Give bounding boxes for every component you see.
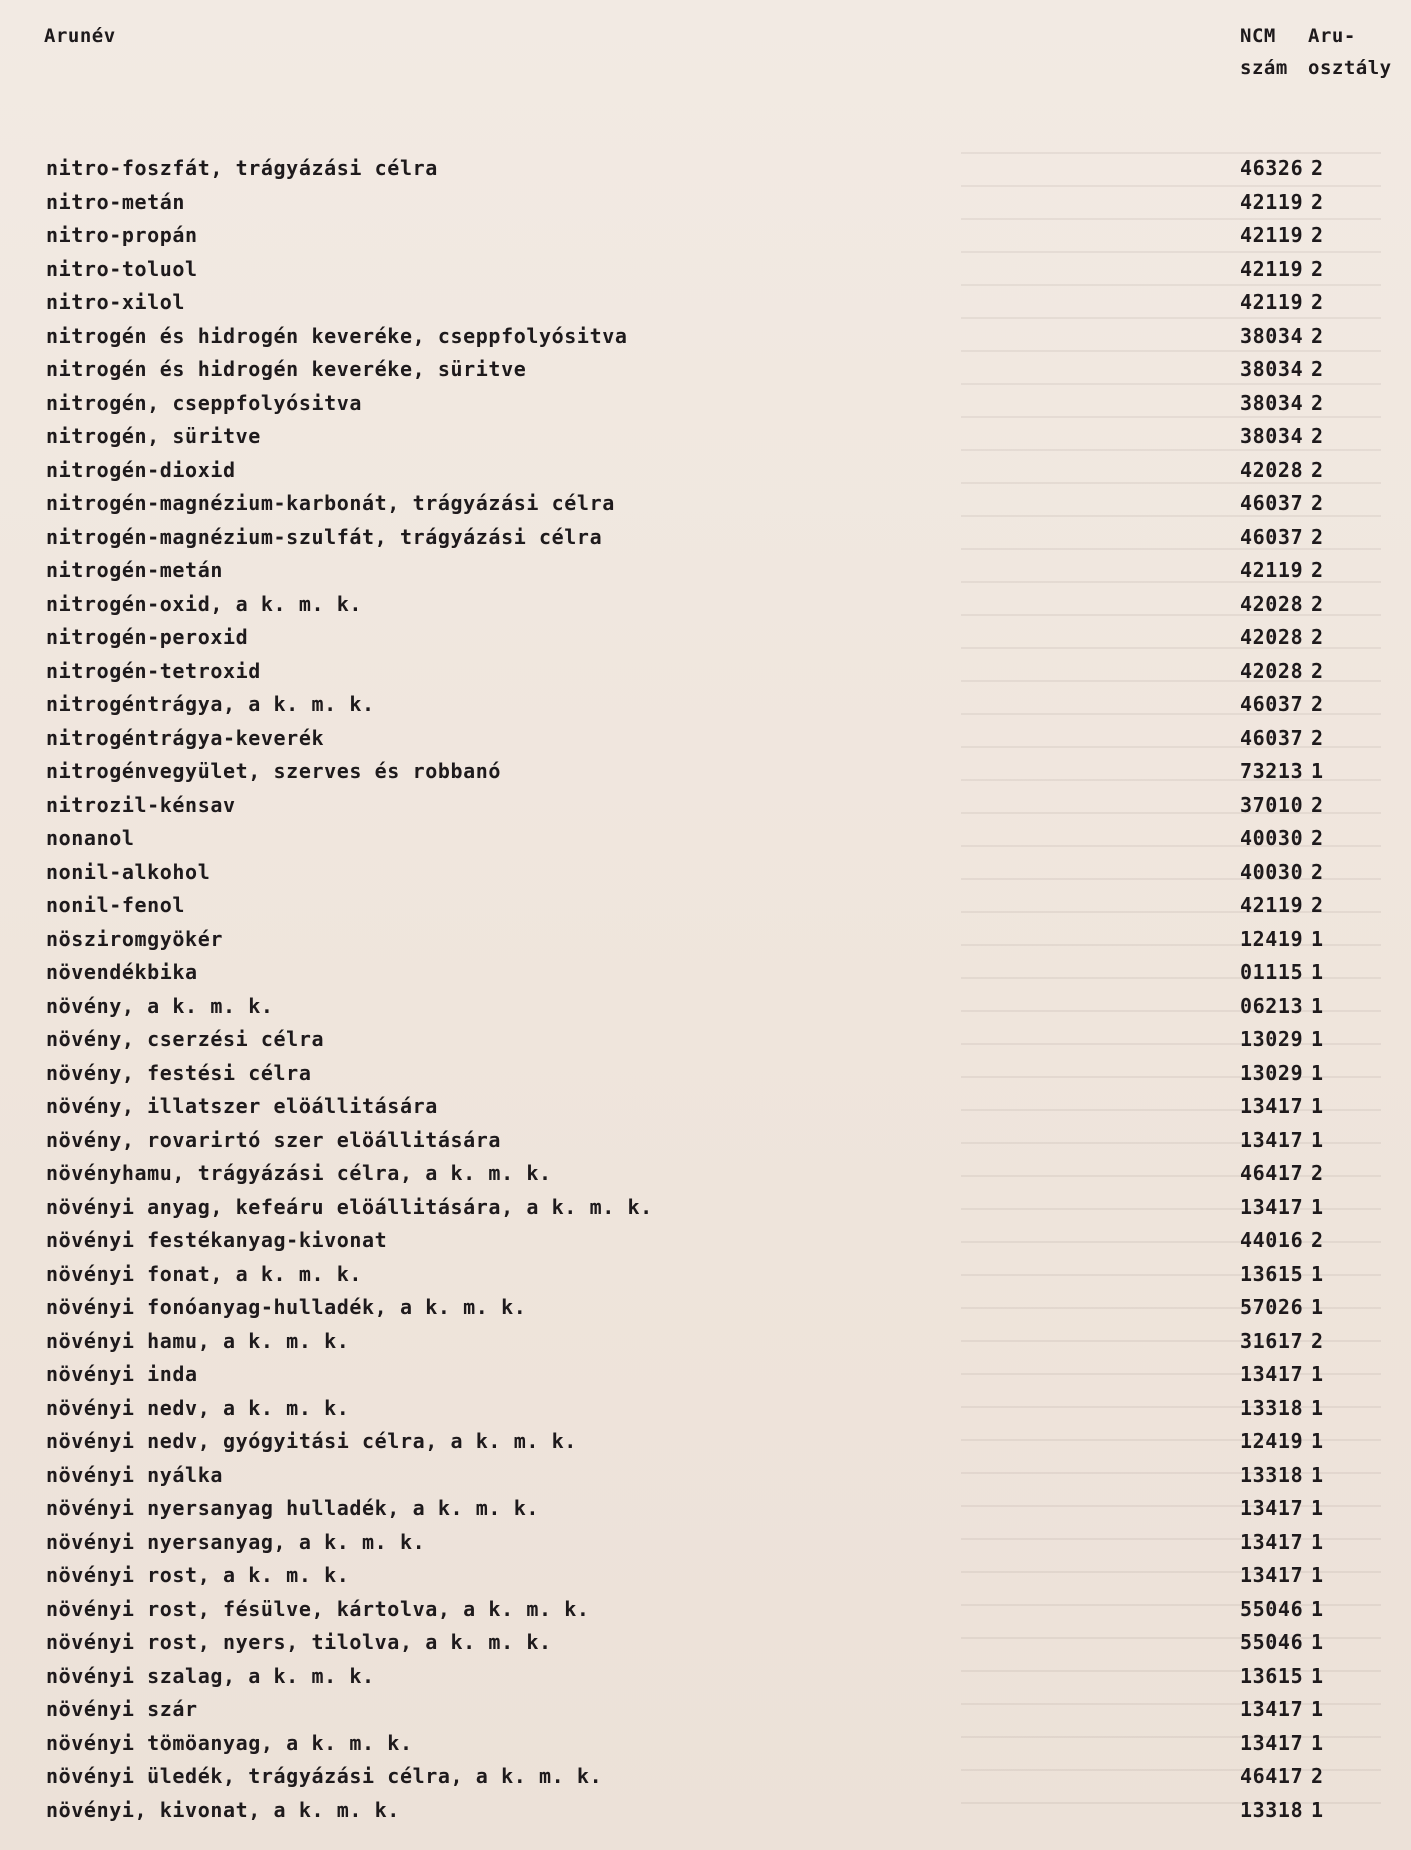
item-class: 1 bbox=[1311, 1462, 1324, 1487]
item-class: 1 bbox=[1311, 1027, 1324, 1051]
item-name: növényi szalag, a k. m. k. bbox=[46, 1663, 375, 1688]
item-name: nitro-xilol bbox=[46, 290, 186, 314]
item-class: 1 bbox=[1311, 1496, 1324, 1520]
item-class: 2 bbox=[1311, 1228, 1324, 1252]
item-class: 2 bbox=[1311, 290, 1324, 314]
list-item bbox=[0, 822, 1411, 856]
item-name: nitrozil-kénsav bbox=[46, 792, 236, 817]
list-item bbox=[0, 454, 1411, 488]
list-item bbox=[0, 1191, 1411, 1225]
item-class: 1 bbox=[1311, 926, 1324, 951]
item-name: növényi rost, fésülve, kártolva, a k. m. k. bbox=[46, 1596, 590, 1621]
item-name: növényi inda bbox=[46, 1362, 198, 1386]
item-name: növényi nyersanyag hulladék, a k. m. k. bbox=[46, 1496, 539, 1520]
item-class: 2 bbox=[1311, 625, 1324, 649]
list-item bbox=[0, 1425, 1411, 1459]
list-item bbox=[0, 956, 1411, 990]
item-class: 2 bbox=[1311, 893, 1324, 917]
item-ncm-number: 13318 bbox=[1240, 1797, 1304, 1822]
column-header-name: Arunév bbox=[44, 25, 116, 47]
item-ncm-number: 46417 bbox=[1240, 1764, 1304, 1788]
list-item bbox=[0, 1626, 1411, 1660]
item-class: 1 bbox=[1311, 1127, 1324, 1152]
list-item bbox=[0, 1693, 1411, 1727]
item-ncm-number: 13615 bbox=[1240, 1261, 1304, 1286]
item-class: 1 bbox=[1311, 1630, 1324, 1654]
item-ncm-number: 31617 bbox=[1240, 1328, 1304, 1353]
item-ncm-number: 42028 bbox=[1240, 658, 1304, 683]
item-class: 2 bbox=[1311, 792, 1324, 817]
item-ncm-number: 13417 bbox=[1240, 1730, 1304, 1755]
item-name: nitrogéntrágya, a k. m. k. bbox=[46, 692, 375, 716]
item-name: nitrogén-oxid, a k. m. k. bbox=[46, 591, 363, 616]
item-class: 2 bbox=[1311, 491, 1324, 515]
item-name: nitrogén, süritve bbox=[46, 424, 261, 448]
list-item bbox=[0, 655, 1411, 689]
list-item bbox=[0, 889, 1411, 923]
item-class: 1 bbox=[1311, 1060, 1324, 1085]
list-item bbox=[0, 1057, 1411, 1091]
item-ncm-number: 12419 bbox=[1240, 926, 1304, 951]
list-item bbox=[0, 1492, 1411, 1526]
item-name: növény, cserzési célra bbox=[46, 1027, 325, 1051]
item-name: nitrogén-dioxid bbox=[46, 457, 236, 482]
item-ncm-number: 13318 bbox=[1240, 1395, 1304, 1420]
commodity-list bbox=[0, 152, 1411, 1827]
item-name: nonil-fenol bbox=[46, 893, 186, 917]
item-ncm-number: 42028 bbox=[1240, 457, 1304, 482]
item-name: növényi fonat, a k. m. k. bbox=[46, 1261, 363, 1286]
item-ncm-number: 46037 bbox=[1240, 491, 1304, 515]
item-name: nitrogén-magnézium-karbonát, trágyázási célra bbox=[46, 491, 615, 515]
item-name: nitrogénvegyület, szerves és robbanó bbox=[46, 759, 502, 783]
item-class: 1 bbox=[1311, 1362, 1324, 1386]
item-class: 2 bbox=[1311, 524, 1324, 549]
item-class: 1 bbox=[1311, 960, 1324, 984]
item-name: növényi nedv, a k. m. k. bbox=[46, 1395, 350, 1420]
item-class: 1 bbox=[1311, 1261, 1324, 1286]
item-ncm-number: 13318 bbox=[1240, 1462, 1304, 1487]
item-name: nonil-alkohol bbox=[46, 859, 211, 884]
item-name: nitro-toluol bbox=[46, 256, 198, 281]
item-ncm-number: 55046 bbox=[1240, 1596, 1304, 1621]
list-item bbox=[0, 722, 1411, 756]
item-ncm-number: 46326 bbox=[1240, 156, 1304, 180]
item-class: 2 bbox=[1311, 1764, 1324, 1788]
item-name: növény, rovarirtó szer elöállitására bbox=[46, 1127, 502, 1152]
item-class: 2 bbox=[1311, 390, 1324, 415]
list-item bbox=[0, 387, 1411, 421]
item-ncm-number: 38034 bbox=[1240, 390, 1304, 415]
item-class: 1 bbox=[1311, 1295, 1324, 1319]
item-class: 2 bbox=[1311, 692, 1324, 716]
item-class: 1 bbox=[1311, 1563, 1324, 1587]
item-ncm-number: 42119 bbox=[1240, 893, 1304, 917]
item-ncm-number: 40030 bbox=[1240, 859, 1304, 884]
item-name: nitrogén-peroxid bbox=[46, 625, 249, 649]
item-class: 2 bbox=[1311, 189, 1324, 214]
item-name: nitro-metán bbox=[46, 189, 186, 214]
item-ncm-number: 42119 bbox=[1240, 290, 1304, 314]
item-class: 2 bbox=[1311, 424, 1324, 448]
item-name: növényi rost, a k. m. k. bbox=[46, 1563, 350, 1587]
list-item bbox=[0, 1291, 1411, 1325]
list-item bbox=[0, 1794, 1411, 1828]
item-class: 2 bbox=[1311, 826, 1324, 850]
item-ncm-number: 13417 bbox=[1240, 1563, 1304, 1587]
list-item bbox=[0, 554, 1411, 588]
item-class: 2 bbox=[1311, 859, 1324, 884]
item-ncm-number: 38034 bbox=[1240, 357, 1304, 381]
item-ncm-number: 12419 bbox=[1240, 1429, 1304, 1453]
item-class: 1 bbox=[1311, 1797, 1324, 1822]
item-name: növény, illatszer elöállitására bbox=[46, 1094, 438, 1118]
item-ncm-number: 55046 bbox=[1240, 1630, 1304, 1654]
item-ncm-number: 42119 bbox=[1240, 256, 1304, 281]
item-name: növény, a k. m. k. bbox=[46, 993, 274, 1018]
list-item bbox=[0, 588, 1411, 622]
item-class: 2 bbox=[1311, 323, 1324, 348]
column-header-class: Aru- osztály bbox=[1308, 25, 1392, 79]
item-ncm-number: 13417 bbox=[1240, 1496, 1304, 1520]
item-name: növényi tömöanyag, a k. m. k. bbox=[46, 1730, 413, 1755]
list-item bbox=[0, 755, 1411, 789]
list-item bbox=[0, 990, 1411, 1024]
list-item bbox=[0, 487, 1411, 521]
item-ncm-number: 46417 bbox=[1240, 1161, 1304, 1185]
item-class: 2 bbox=[1311, 223, 1324, 247]
item-ncm-number: 13417 bbox=[1240, 1127, 1304, 1152]
item-ncm-number: 42119 bbox=[1240, 189, 1304, 214]
item-class: 1 bbox=[1311, 1596, 1324, 1621]
item-class: 2 bbox=[1311, 725, 1324, 750]
item-class: 1 bbox=[1311, 1697, 1324, 1721]
item-class: 1 bbox=[1311, 1094, 1324, 1118]
item-name: nitrogén és hidrogén keveréke, süritve bbox=[46, 357, 527, 381]
item-ncm-number: 42028 bbox=[1240, 625, 1304, 649]
item-ncm-number: 57026 bbox=[1240, 1295, 1304, 1319]
item-ncm-number: 38034 bbox=[1240, 323, 1304, 348]
list-item bbox=[0, 420, 1411, 454]
item-ncm-number: 13615 bbox=[1240, 1663, 1304, 1688]
list-item bbox=[0, 1392, 1411, 1426]
item-name: nitrogéntrágya-keverék bbox=[46, 725, 325, 750]
item-name: nitrogén-magnézium-szulfát, trágyázási célra bbox=[46, 524, 603, 549]
item-class: 1 bbox=[1311, 1730, 1324, 1755]
item-class: 2 bbox=[1311, 156, 1324, 180]
item-class: 2 bbox=[1311, 591, 1324, 616]
item-class: 1 bbox=[1311, 1429, 1324, 1453]
list-item bbox=[0, 1157, 1411, 1191]
item-name: nitrogén-metán bbox=[46, 558, 223, 582]
item-ncm-number: 13417 bbox=[1240, 1697, 1304, 1721]
item-ncm-number: 01115 bbox=[1240, 960, 1304, 984]
item-class: 1 bbox=[1311, 993, 1324, 1018]
item-name: növényi nyersanyag, a k. m. k. bbox=[46, 1529, 426, 1554]
item-ncm-number: 13417 bbox=[1240, 1194, 1304, 1219]
list-item bbox=[0, 186, 1411, 220]
list-item bbox=[0, 1760, 1411, 1794]
list-item bbox=[0, 286, 1411, 320]
list-item bbox=[0, 1559, 1411, 1593]
item-class: 1 bbox=[1311, 1194, 1324, 1219]
list-item bbox=[0, 152, 1411, 186]
item-name: növényi hamu, a k. m. k. bbox=[46, 1328, 350, 1353]
item-class: 1 bbox=[1311, 1663, 1324, 1688]
list-item bbox=[0, 1727, 1411, 1761]
item-class: 2 bbox=[1311, 256, 1324, 281]
list-item bbox=[0, 1124, 1411, 1158]
list-item bbox=[0, 1358, 1411, 1392]
item-name: nitro-propán bbox=[46, 223, 198, 247]
list-item bbox=[0, 1023, 1411, 1057]
item-ncm-number: 13417 bbox=[1240, 1094, 1304, 1118]
list-item bbox=[0, 1526, 1411, 1560]
item-name: nitro-foszfát, trágyázási célra bbox=[46, 156, 438, 180]
list-item bbox=[0, 320, 1411, 354]
item-class: 2 bbox=[1311, 457, 1324, 482]
item-ncm-number: 42028 bbox=[1240, 591, 1304, 616]
item-class: 1 bbox=[1311, 759, 1324, 783]
list-item bbox=[0, 621, 1411, 655]
item-name: növendékbika bbox=[46, 960, 198, 984]
list-item bbox=[0, 1090, 1411, 1124]
list-item bbox=[0, 219, 1411, 253]
list-item bbox=[0, 789, 1411, 823]
item-class: 2 bbox=[1311, 1328, 1324, 1353]
list-item bbox=[0, 856, 1411, 890]
list-item bbox=[0, 688, 1411, 722]
list-item bbox=[0, 1325, 1411, 1359]
item-ncm-number: 13417 bbox=[1240, 1362, 1304, 1386]
item-name: növény, festési célra bbox=[46, 1060, 312, 1085]
item-ncm-number: 46037 bbox=[1240, 524, 1304, 549]
item-class: 2 bbox=[1311, 357, 1324, 381]
column-header-ncm: NCM szám bbox=[1240, 25, 1288, 79]
item-name: növényi nyálka bbox=[46, 1462, 223, 1487]
item-ncm-number: 13417 bbox=[1240, 1529, 1304, 1554]
item-ncm-number: 13029 bbox=[1240, 1027, 1304, 1051]
item-class: 2 bbox=[1311, 1161, 1324, 1185]
item-ncm-number: 46037 bbox=[1240, 725, 1304, 750]
item-name: növényi nedv, gyógyitási célra, a k. m. k. bbox=[46, 1429, 577, 1453]
item-class: 2 bbox=[1311, 558, 1324, 582]
item-name: növényhamu, trágyázási célra, a k. m. k. bbox=[46, 1161, 552, 1185]
item-name: növényi fonóanyag-hulladék, a k. m. k. bbox=[46, 1295, 527, 1319]
item-name: növényi rost, nyers, tilolva, a k. m. k. bbox=[46, 1630, 552, 1654]
item-name: nitrogén-tetroxid bbox=[46, 658, 261, 683]
list-item bbox=[0, 1224, 1411, 1258]
item-ncm-number: 73213 bbox=[1240, 759, 1304, 783]
item-name: növényi anyag, kefeáru elöállitására, a k. m. k. bbox=[46, 1194, 653, 1219]
item-name: nonanol bbox=[46, 826, 135, 850]
item-ncm-number: 06213 bbox=[1240, 993, 1304, 1018]
list-item bbox=[0, 1593, 1411, 1627]
item-name: nitrogén és hidrogén keveréke, cseppfolyósitva bbox=[46, 323, 628, 348]
list-item bbox=[0, 1258, 1411, 1292]
item-name: növényi üledék, trágyázási célra, a k. m. k. bbox=[46, 1764, 603, 1788]
item-ncm-number: 44016 bbox=[1240, 1228, 1304, 1252]
item-ncm-number: 37010 bbox=[1240, 792, 1304, 817]
item-ncm-number: 42119 bbox=[1240, 558, 1304, 582]
item-name: növényi, kivonat, a k. m. k. bbox=[46, 1797, 400, 1822]
list-item bbox=[0, 253, 1411, 287]
list-item bbox=[0, 1459, 1411, 1493]
item-name: növényi szár bbox=[46, 1697, 198, 1721]
item-ncm-number: 13029 bbox=[1240, 1060, 1304, 1085]
list-item bbox=[0, 521, 1411, 555]
item-ncm-number: 42119 bbox=[1240, 223, 1304, 247]
item-ncm-number: 46037 bbox=[1240, 692, 1304, 716]
item-name: növényi festékanyag-kivonat bbox=[46, 1228, 388, 1252]
item-ncm-number: 40030 bbox=[1240, 826, 1304, 850]
item-ncm-number: 38034 bbox=[1240, 424, 1304, 448]
list-item bbox=[0, 923, 1411, 957]
list-item bbox=[0, 353, 1411, 387]
item-name: nitrogén, cseppfolyósitva bbox=[46, 390, 363, 415]
list-item bbox=[0, 1660, 1411, 1694]
item-class: 1 bbox=[1311, 1395, 1324, 1420]
item-name: nösziromgyökér bbox=[46, 926, 223, 951]
item-class: 1 bbox=[1311, 1529, 1324, 1554]
item-class: 2 bbox=[1311, 658, 1324, 683]
